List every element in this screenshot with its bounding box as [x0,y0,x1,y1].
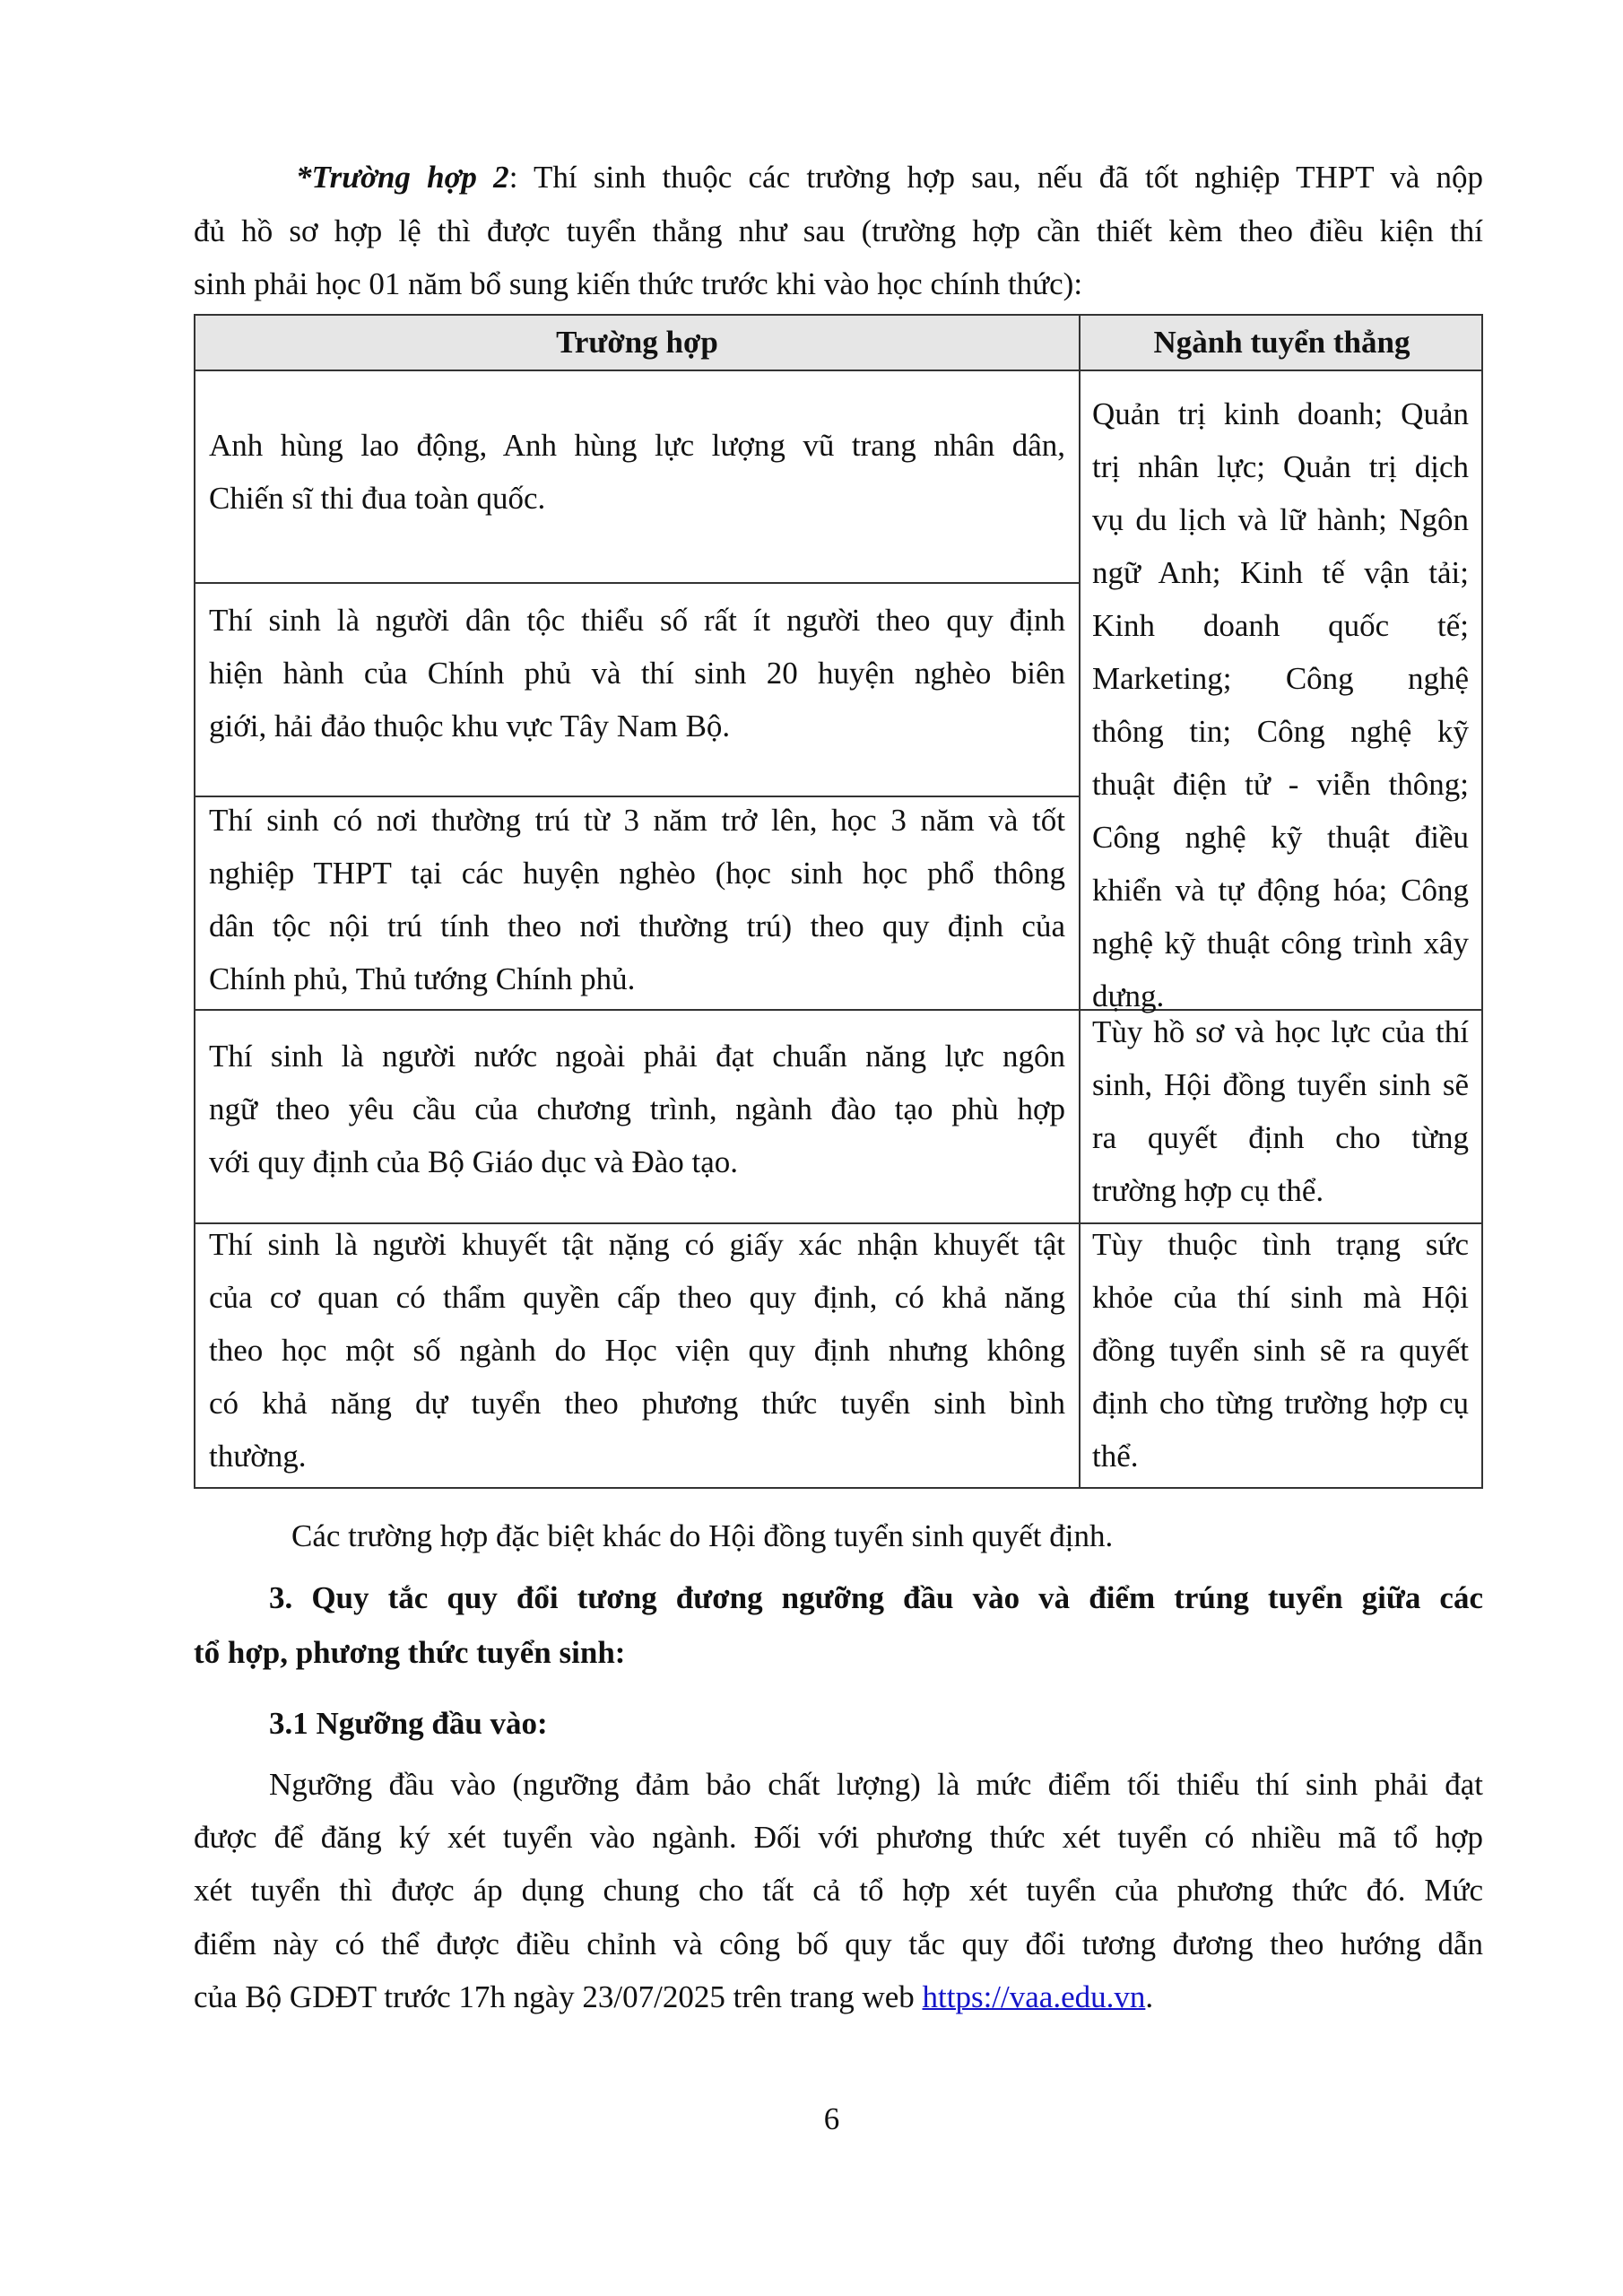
section-3-1-heading: 3.1 Ngưỡng đầu vào: [269,1706,548,1741]
row3-case-line: Chính phủ, Thủ tướng Chính phủ. [209,961,636,996]
row2-case-line: hiện hành của Chính phủ và thí sinh 20 huyện nghèo biên [209,656,1065,691]
intro-line-2: đủ hồ sơ hợp lệ thì được tuyển thẳng như sau (trường hợp cần thiết kèm theo điều kiện thí [194,213,1483,248]
row2-case-line: Thí sinh là người dân tộc thiểu số rất ít người theo quy định [209,603,1065,638]
row4-case-line: Thí sinh là người nước ngoài phải đạt chuẩn năng lực ngôn [209,1039,1065,1074]
special-cases-note: Các trường hợp đặc biệt khác do Hội đồng tuyển sinh quyết định. [291,1518,1114,1553]
row3-case-line: Thí sinh có nơi thường trú từ 3 năm trở lên, học 3 năm và tốt [209,803,1065,838]
case-label: *Trường hợp 2 [296,160,509,195]
row4-major-line: Tùy hồ sơ và học lực của thí [1092,1014,1469,1049]
threshold-paragraph-line: xét tuyển thì được áp dụng chung cho tất cả tổ hợp xét tuyển của phương thức đó. Mức [194,1873,1483,1908]
row5-case-line: của cơ quan có thẩm quyền cấp theo quy định, có khả năng [209,1280,1065,1315]
merged-major-line: Marketing; Công nghệ [1092,661,1469,696]
row5-major-line: đồng tuyển sinh sẽ ra quyết [1092,1333,1469,1368]
threshold-paragraph-line: được để đăng ký xét tuyển vào ngành. Đối với phương thức xét tuyển có nhiều mã tổ hợp [194,1820,1483,1855]
row5-major-line: khỏe của thí sinh mà Hội [1092,1280,1469,1315]
table-header [195,316,1481,370]
merged-major-line: Công nghệ kỹ thuật điều [1092,820,1469,855]
vaa-website-link[interactable]: https://vaa.edu.vn [922,1979,1146,2014]
row5-major-line: Tùy thuộc tình trạng sức [1092,1227,1469,1262]
row3-case-line: dân tộc nội trú tính theo nơi thường trú) theo quy định của [209,909,1065,944]
row5-major-line: định cho từng trường hợp cụ [1092,1386,1469,1421]
merged-major-line: Quản trị kinh doanh; Quản [1092,396,1469,431]
row3-case-line: nghiệp THPT tại các huyện nghèo (học sinh học phổ thông [209,856,1065,891]
merged-major-line: nghệ kỹ thuật công trình xây [1092,926,1469,961]
divider-column [1079,316,1081,1487]
admission-table [194,314,1483,1489]
threshold-paragraph-line: điểm này có thể được điều chỉnh và công bố quy tắc quy đổi tương đương theo hướng dẫn [194,1926,1483,1961]
row4-major-line: ra quyết định cho từng [1092,1120,1469,1155]
merged-major-line: thông tin; Công nghệ kỹ [1092,714,1469,749]
merged-major-line: ngữ Anh; Kinh tế vận tải; [1092,555,1469,590]
header-major: Ngành tuyển thẳng [1153,325,1410,360]
row4-major-line: trường hợp cụ thể. [1092,1173,1324,1208]
page-number: 6 [823,2101,840,2136]
divider-header [195,370,1481,371]
row5-case-line: có khả năng dự tuyển theo phương thức tuyển sinh bình [209,1386,1065,1421]
merged-major-line: khiển và tự động hóa; Công [1092,873,1469,908]
divider-row4 [195,1222,1481,1224]
section-3-heading-line-1: 3. Quy tắc quy đổi tương đương ngưỡng đầu vào và điểm trúng tuyển giữa các [269,1580,1483,1615]
merged-major-line: Kinh doanh quốc tế; [1092,608,1469,643]
row4-case-line: ngữ theo yêu cầu của chương trình, ngành đào tạo phù hợp [209,1091,1065,1126]
divider-row1 [195,582,1081,584]
header-case: Trường hợp [556,325,718,360]
merged-major-line: trị nhân lực; Quản trị dịch [1092,449,1469,484]
threshold-paragraph-last-line: của Bộ GDĐT trước 17h ngày 23/07/2025 trên trang web https://vaa.edu.vn. [194,1979,1154,2014]
row5-case-line: thường. [209,1439,307,1474]
section-3-heading-line-2: tổ hợp, phương thức tuyển sinh: [194,1635,626,1670]
divider-row2 [195,796,1081,797]
merged-major-line: vụ du lịch và lữ hành; Ngôn [1092,502,1469,537]
row1-case-line: Anh hùng lao động, Anh hùng lực lượng vũ trang nhân dân, [209,428,1065,463]
row5-case-line: Thí sinh là người khuyết tật nặng có giấy xác nhận khuyết tật [209,1227,1065,1262]
intro-line-3: sinh phải học 01 năm bổ sung kiến thức trước khi vào học chính thức): [194,266,1083,301]
row4-major-line: sinh, Hội đồng tuyển sinh sẽ [1092,1067,1469,1102]
merged-major-line: thuật điện tử - viễn thông; [1092,767,1469,802]
merged-major-line: dựng. [1092,978,1165,1013]
divider-row3 [195,1009,1481,1011]
row1-case-line: Chiến sĩ thi đua toàn quốc. [209,481,546,516]
row5-major-line: thể. [1092,1439,1139,1474]
intro-line-1: *Trường hợp 2: Thí sinh thuộc các trường hợp sau, nếu đã tốt nghiệp THPT và nộp [296,160,1483,195]
row4-case-line: với quy định của Bộ Giáo dục và Đào tạo. [209,1144,739,1179]
row2-case-line: giới, hải đảo thuộc khu vực Tây Nam Bộ. [209,709,731,744]
threshold-paragraph-line: Ngưỡng đầu vào (ngưỡng đảm bảo chất lượng) là mức điểm tối thiểu thí sinh phải đạt [269,1767,1483,1802]
row5-case-line: theo học một số ngành do Học viện quy định nhưng không [209,1333,1065,1368]
